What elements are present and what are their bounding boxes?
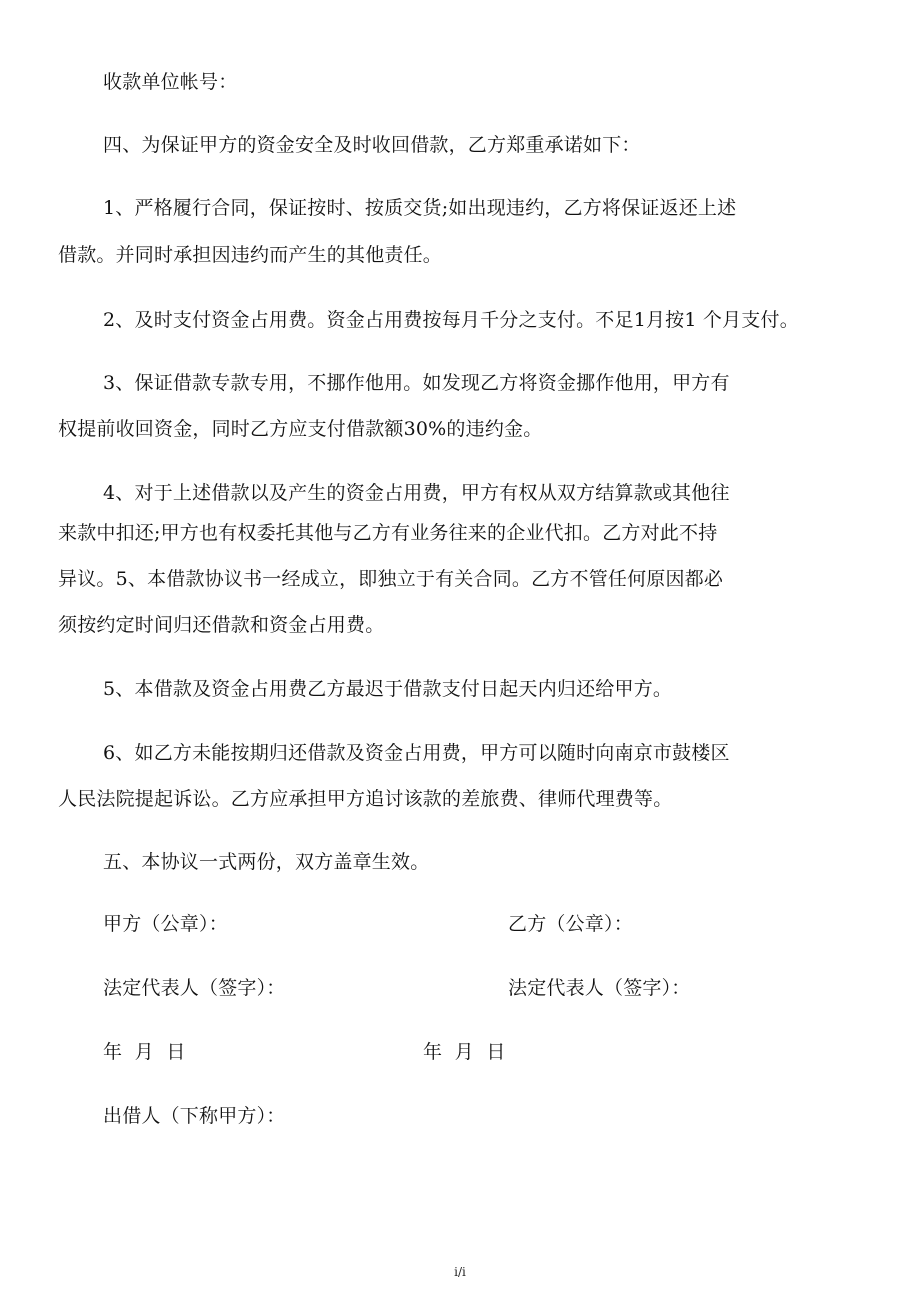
- text-line: 2、及时支付资金占用费。资金占用费按每月千分之支付。不足1月按1 个月支付。: [103, 309, 799, 331]
- text-line: 5、本借款及资金占用费乙方最迟于借款支付日起天内归还给甲方。: [103, 678, 673, 700]
- text-line: 五、本协议一式两份，双方盖章生效。: [103, 851, 430, 873]
- text-line: 来款中扣还;甲方也有权委托其他与乙方有业务往来的企业代扣。乙方对此不持: [58, 522, 718, 544]
- text-line: 1、严格履行合同，保证按时、按质交货;如出现违约，乙方将保证返还上述: [103, 197, 737, 219]
- party-b-seal-label: 乙方（公章）：: [508, 913, 633, 935]
- party-b-representative-label: 法定代表人（签字）：: [508, 977, 691, 999]
- text-line: 异议。5、本借款协议书一经成立，即独立于有关合同。乙方不管任何原因都必: [58, 568, 724, 590]
- text-line: 借款。并同时承担因违约而产生的其他责任。: [58, 244, 443, 266]
- text-line: 4、对于上述借款以及产生的资金占用费，甲方有权从双方结算款或其他往: [103, 482, 730, 504]
- text-line: 人民法院提起诉讼。乙方应承担甲方追讨该款的差旅费、律师代理费等。: [58, 788, 673, 810]
- page-number: i/i: [454, 1265, 466, 1279]
- lender-label: 出借人（下称甲方）：: [103, 1105, 286, 1127]
- text-line: 权提前收回资金，同时乙方应支付借款额30%的违约金。: [58, 418, 543, 440]
- text-line: 四、为保证甲方的资金安全及时收回借款，乙方郑重承诺如下：: [103, 134, 641, 156]
- text-line: 须按约定时间归还借款和资金占用费。: [58, 614, 385, 636]
- party-a-representative-label: 法定代表人（签字）：: [103, 977, 286, 999]
- text-line: 收款单位帐号：: [103, 71, 238, 93]
- party-b-date: 年 月 日: [423, 1041, 506, 1063]
- party-a-date: 年 月 日: [103, 1041, 186, 1063]
- party-a-seal-label: 甲方（公章）：: [103, 913, 228, 935]
- text-line: 6、如乙方未能按期归还借款及资金占用费，甲方可以随时向南京市鼓楼区: [103, 742, 730, 764]
- text-line: 3、保证借款专款专用，不挪作他用。如发现乙方将资金挪作他用，甲方有: [103, 372, 730, 394]
